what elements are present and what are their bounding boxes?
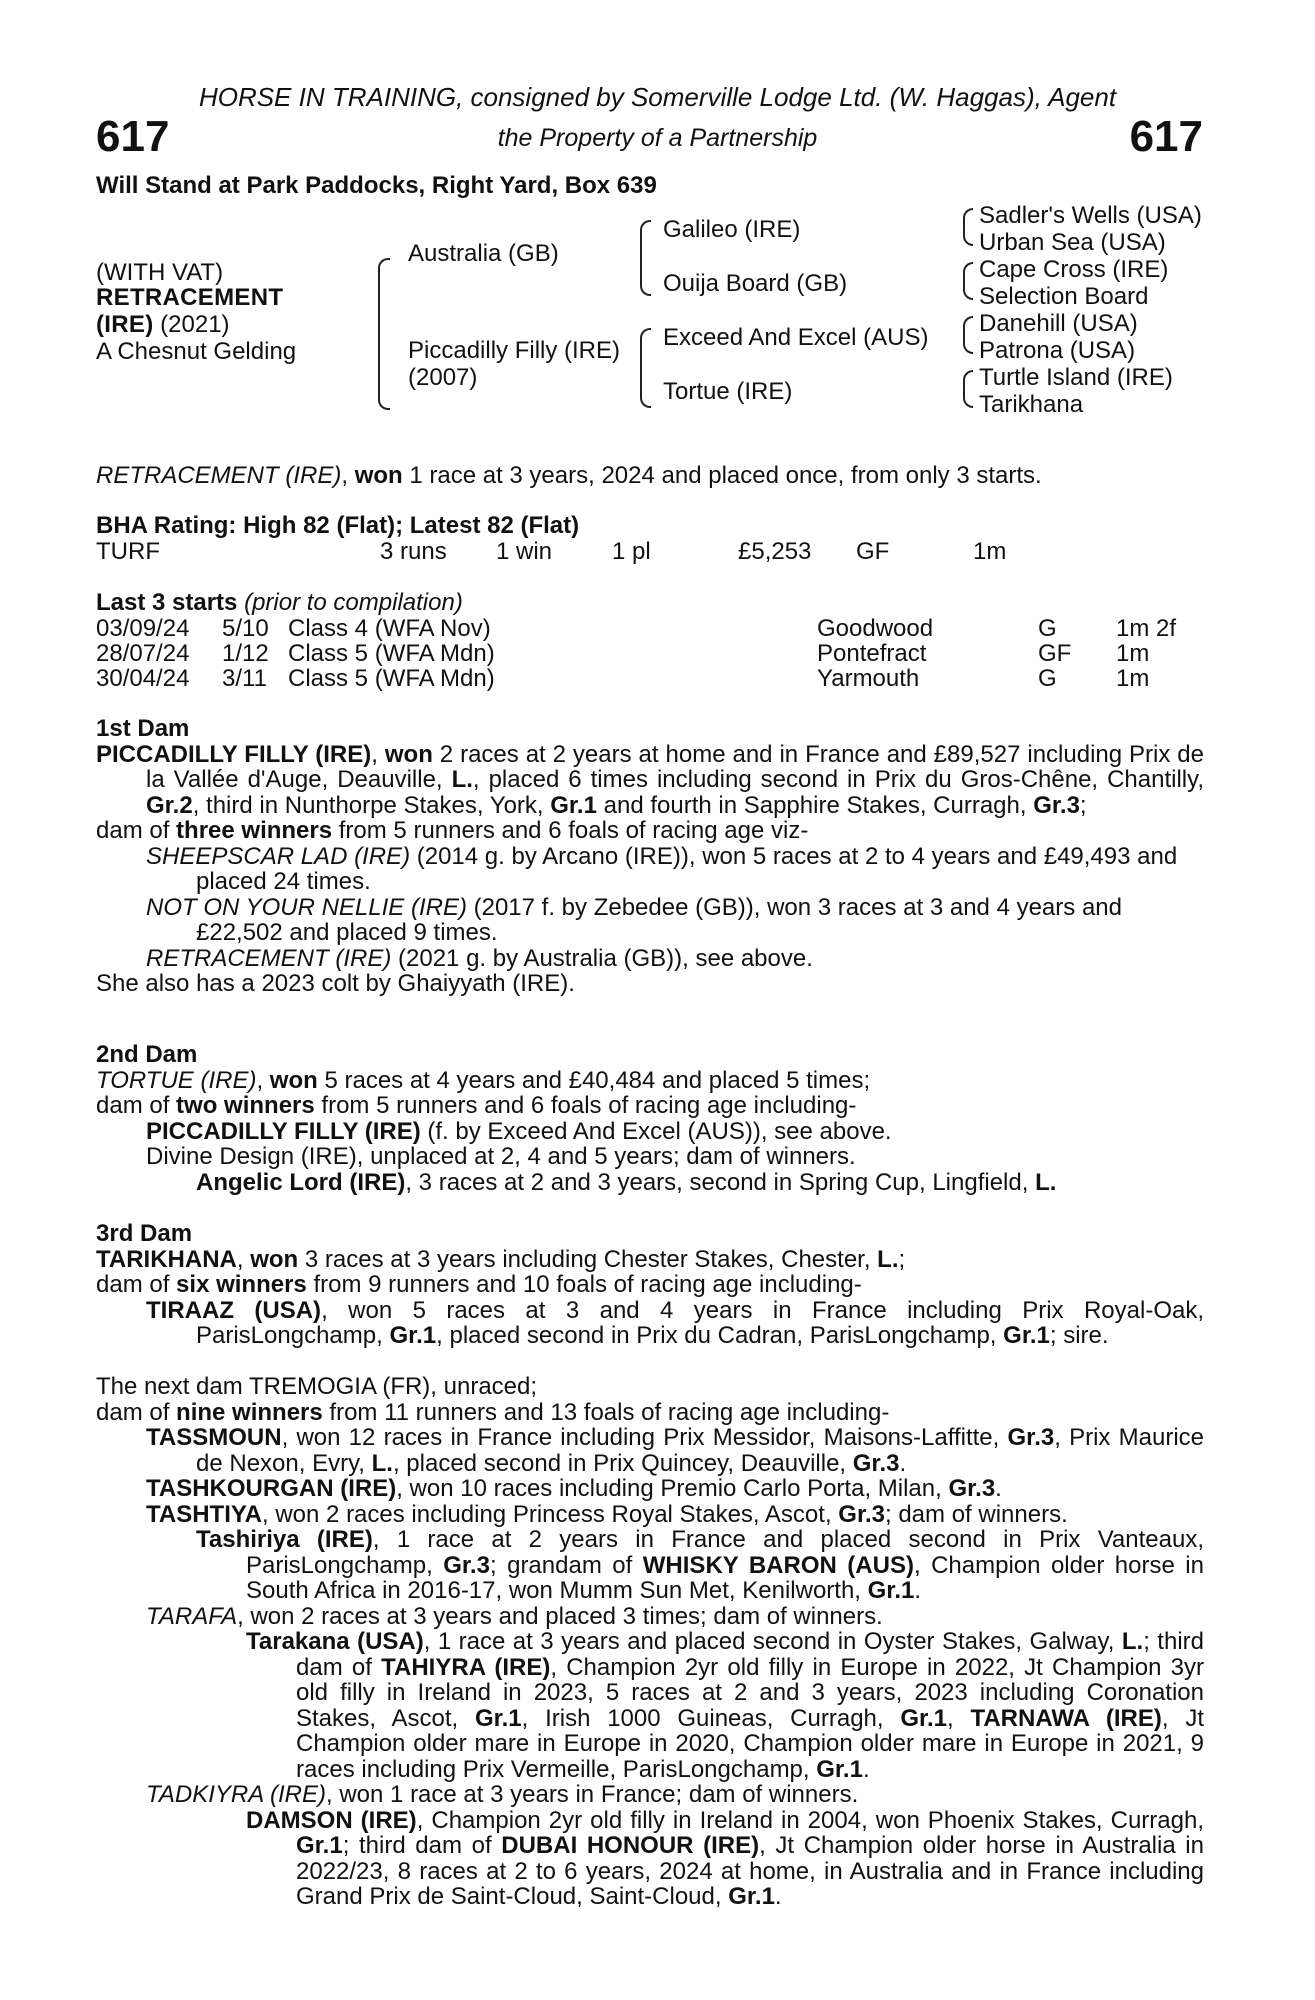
sire-sire-dam: Urban Sea (USA): [979, 229, 1166, 256]
sire-dam-dam: Selection Board: [979, 283, 1149, 310]
first-dam-record: PICCADILLY FILLY (IRE), won 2 races at 2 years at home and in France and £89,527 including Prix de la Vallée d'Auge, Deauville, L., placed 6 times including second in Prix du Gros-Chêne, Chantilly, Gr.2, third in Nunthorpe Stakes, York, Gr.1 and fourth in Sapphire Stakes, Curragh, Gr.3;: [96, 740, 1204, 819]
sire-dam: Ouija Board (GB): [663, 270, 848, 297]
sire-dam-sire: Cape Cross (IRE): [979, 256, 1169, 283]
stand-location: Will Stand at Park Paddocks, Right Yard, Box 639: [96, 172, 657, 199]
start-position: 1/12: [222, 640, 269, 667]
second-dam-produce: dam of two winners from 5 runners and 6 foals of racing age including-: [96, 1092, 857, 1119]
rating-distance: 1m: [973, 538, 1007, 565]
list-item: NOT ON YOUR NELLIE (IRE) (2017 f. by Zebedee (GB)), won 3 races at 3 and 4 years and £22,502 and placed 9 times.: [146, 893, 1122, 946]
last-starts-heading: Last 3 starts (prior to compilation): [96, 589, 463, 616]
third-dam-record: TARIKHANA, won 3 races at 3 years including Chester Stakes, Chester, L.;: [96, 1245, 906, 1273]
second-dam-heading: 2nd Dam: [96, 1041, 198, 1068]
property-line: the Property of a Partnership: [497, 124, 818, 152]
dam-dam: Tortue (IRE): [663, 378, 793, 405]
list-item: TADKIYRA (IRE), won 1 race at 3 years in France; dam of winners.: [146, 1781, 859, 1808]
start-class: Class 5 (WFA Mdn): [288, 640, 495, 667]
list-item: Divine Design (IRE), unplaced at 2, 4 and 5 years; dam of winners.: [146, 1143, 856, 1170]
rating-going: GF: [856, 538, 890, 565]
start-going: G: [1038, 615, 1057, 642]
sire: Australia (GB): [408, 240, 559, 267]
list-item: TIRAAZ (USA), won 5 races at 3 and 4 years in France including Prix Royal-Oak, ParisLongchamp, Gr.1, placed second in Prix du Cadran, ParisLongchamp, Gr.1; sire.: [146, 1296, 1204, 1349]
dam-sire-dam: Patrona (USA): [979, 337, 1136, 364]
start-course: Yarmouth: [817, 665, 920, 692]
consignor-line: HORSE IN TRAINING, consigned by Somerville Lodge Ltd. (W. Haggas), Agent: [198, 82, 1117, 112]
rating-placed: 1 pl: [612, 538, 651, 565]
list-item: RETRACEMENT (IRE) (2021 g. by Australia (GB)), see above.: [146, 944, 813, 972]
start-date: 03/09/24: [96, 615, 190, 642]
pedigree-brace-dam: [640, 328, 651, 408]
start-position: 5/10: [222, 615, 269, 642]
list-item: SHEEPSCAR LAD (IRE) (2014 g. by Arcano (IRE)), won 5 races at 2 to 4 years and £49,493 and placed 24 times.: [146, 842, 1178, 895]
race-summary: RETRACEMENT (IRE), won 1 race at 3 years, 2024 and placed once, from only 3 starts.: [96, 462, 1042, 489]
start-distance: 1m: [1116, 640, 1150, 667]
start-going: GF: [1038, 640, 1072, 667]
rating-runs: 3 runs: [380, 538, 447, 565]
first-dam-heading: 1st Dam: [96, 715, 190, 742]
lot-number-left: 617: [96, 112, 170, 161]
dam-sire-sire: Danehill (USA): [979, 310, 1138, 337]
rating-wins: 1 win: [496, 538, 553, 565]
rating-earnings: £5,253: [738, 538, 812, 565]
third-dam-produce: dam of six winners from 9 runners and 10 foals of racing age including-: [96, 1271, 862, 1298]
list-item: TASHKOURGAN (IRE), won 10 races including Premio Carlo Porta, Milan, Gr.3.: [146, 1475, 1002, 1502]
pedigree-brace-main: [378, 258, 390, 410]
pedigree-brace-ss: [963, 208, 973, 246]
second-dam-section: [96, 1042, 1204, 1195]
start-date: 28/07/24: [96, 640, 190, 667]
next-dam-section: [96, 1374, 1204, 1910]
start-distance: 1m: [1116, 665, 1150, 692]
dam-year: (2007): [408, 364, 478, 391]
third-dam-section: [96, 1221, 1204, 1349]
start-date: 30/04/24: [96, 665, 190, 692]
dam-dam-sire: Turtle Island (IRE): [979, 364, 1173, 391]
pedigree-brace-dd: [963, 370, 973, 408]
third-dam-heading: 3rd Dam: [96, 1220, 193, 1247]
bha-rating: BHA Rating: High 82 (Flat); Latest 82 (Flat): [96, 512, 580, 539]
list-item: Tarakana (USA), 1 race at 3 years and placed second in Oyster Stakes, Galway, L.; third dam of TAHIYRA (IRE), Champion 2yr old filly in Europe in 2022, Jt Champion 3yr old filly in Ireland in 2023, 5 races at 2 and 3 years, 2023 including Coronation Stakes, Ascot, Gr.1, Irish 1000 Guineas, Curragh, Gr.1, TARNAWA (IRE), Jt Champion older mare in Europe in 2020, Champion older mare in Europe in 2021, 9 races including Prix Vermeille, ParisLongchamp, Gr.1.: [246, 1628, 1204, 1783]
first-dam-also: She also has a 2023 colt by Ghaiyyath (IRE).: [96, 970, 575, 997]
list-item: TASSMOUN, won 12 races in France including Prix Messidor, Maisons-Laffitte, Gr.3, Prix Maurice de Nexon, Evry, L., placed second in Prix Quincey, Deauville, Gr.3.: [146, 1424, 1204, 1477]
start-distance: 1m 2f: [1116, 615, 1177, 642]
pedigree-brace-sd: [963, 262, 973, 300]
start-class: Class 4 (WFA Nov): [288, 615, 491, 642]
next-dam-produce: dam of nine winners from 11 runners and 13 foals of racing age including-: [96, 1398, 890, 1426]
sire-sire: Galileo (IRE): [663, 216, 801, 243]
list-item: PICCADILLY FILLY (IRE) (f. by Exceed And Excel (AUS)), see above.: [146, 1117, 892, 1145]
pedigree-brace-sire: [640, 220, 651, 296]
start-course: Goodwood: [817, 615, 934, 642]
start-going: G: [1038, 665, 1057, 692]
list-item: DAMSON (IRE), Champion 2yr old filly in Ireland in 2004, won Phoenix Stakes, Curragh, Gr.1; third dam of DUBAI HONOUR (IRE), Jt Champion older horse in Australia in 2022/23, 8 races at 2 to 6 years, 2024 at home, in Australia and in France including Grand Prix de Saint-Cloud, Saint-Cloud, Gr.1.: [246, 1806, 1204, 1910]
start-course: Pontefract: [817, 640, 927, 667]
dam-dam-dam: Tarikhana: [979, 391, 1084, 418]
list-item: Angelic Lord (IRE), 3 races at 2 and 3 years, second in Spring Cup, Lingfield, L.: [196, 1168, 1057, 1196]
list-item: TARAFA, won 2 races at 3 years and placed 3 times; dam of winners.: [146, 1602, 883, 1630]
horse-description: A Chesnut Gelding: [96, 338, 297, 365]
second-dam-record: TORTUE (IRE), won 5 races at 4 years and £40,484 and placed 5 times;: [96, 1066, 871, 1094]
dam-sire: Exceed And Excel (AUS): [663, 324, 929, 351]
start-class: Class 5 (WFA Mdn): [288, 665, 495, 692]
horse-origin: (IRE) (2021): [96, 311, 230, 338]
list-item: TASHTIYA, won 2 races including Princess Royal Stakes, Ascot, Gr.3; dam of winners.: [146, 1500, 1068, 1528]
pedigree-brace-ds: [963, 316, 973, 354]
first-dam-produce: dam of three winners from 5 runners and 6 foals of racing age viz-: [96, 817, 809, 844]
list-item: Tashiriya (IRE), 1 race at 2 years in France and placed second in Prix Vanteaux, ParisLongchamp, Gr.3; grandam of WHISKY BARON (AUS), Champion older horse in South Africa in 2016-17, won Mumm Sun Met, Kenilworth, Gr.1.: [196, 1526, 1205, 1604]
lot-number-right: 617: [1129, 112, 1203, 161]
sire-sire-sire: Sadler's Wells (USA): [979, 202, 1202, 229]
vat-note: (WITH VAT): [96, 259, 224, 286]
dam: Piccadilly Filly (IRE): [408, 337, 621, 364]
rating-surface: TURF: [96, 538, 160, 565]
first-dam-section: [96, 716, 1204, 997]
next-dam-intro: The next dam TREMOGIA (FR), unraced;: [96, 1373, 538, 1400]
start-position: 3/11: [222, 665, 267, 692]
horse-name: RETRACEMENT: [96, 284, 284, 311]
